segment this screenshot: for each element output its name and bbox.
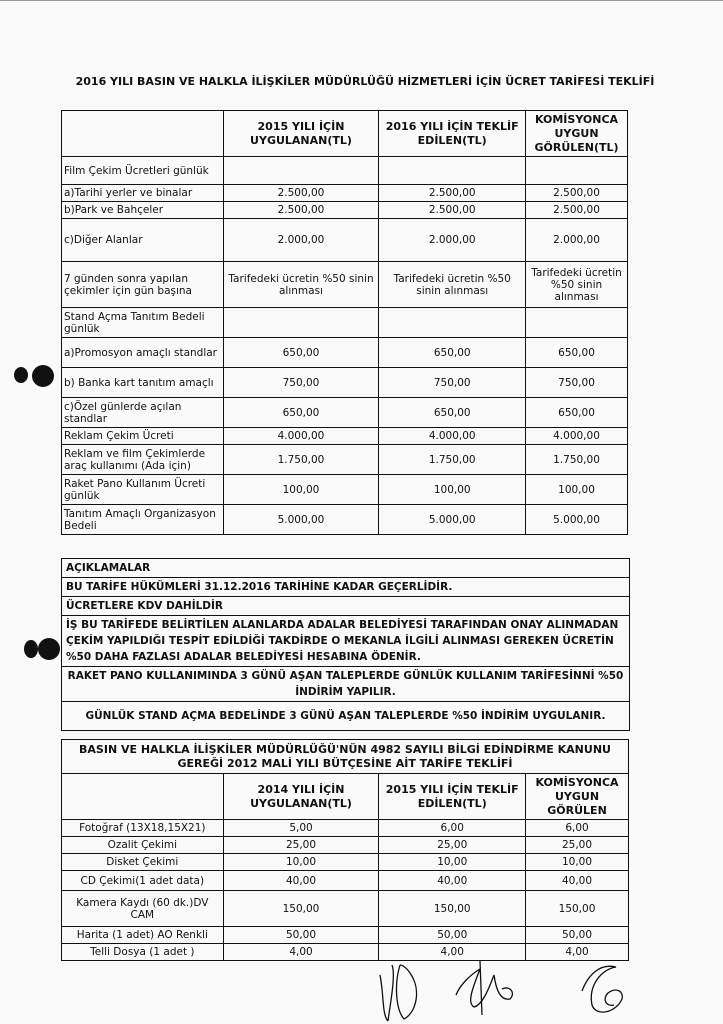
cell: 750,00 [379, 368, 526, 398]
cell: 2.500,00 [379, 185, 526, 202]
cell: 4.000,00 [223, 428, 379, 445]
note-vat: ÜCRETLERE KDV DAHİLDİR [62, 597, 629, 616]
row-label: Raket Pano Kullanım Ücreti günlük [62, 475, 224, 505]
row-label: c)Özel günlerde açılan standlar [62, 398, 224, 428]
cell: 25,00 [379, 837, 526, 854]
table-row [62, 891, 629, 927]
cell: 150,00 [379, 891, 526, 927]
cell: 100,00 [379, 475, 526, 505]
table-row [62, 475, 628, 505]
note-stand-discount: GÜNLÜK STAND AÇMA BEDELİNDE 3 GÜNÜ AŞAN TALEPLERDE %50 İNDİRİM UYGULANIR. [85, 710, 606, 722]
cell: 4,00 [379, 944, 526, 961]
cell: 650,00 [526, 338, 628, 368]
scan-edge [0, 0, 723, 1]
cell: 150,00 [223, 891, 379, 927]
document-title: 2016 YILI BASIN VE HALKLA İLİŞKİLER MÜDÜRLÜĞÜ HİZMETLERİ İÇİN ÜCRET TARİFESİ TEKLİFİ [75, 75, 655, 88]
row-label: b)Park ve Bahçeler [62, 202, 224, 219]
cell [379, 308, 526, 338]
header-cell: KOMİSYONCA UYGUN GÖRÜLEN [526, 774, 629, 820]
cell: 25,00 [526, 837, 629, 854]
cell: 2.000,00 [526, 219, 628, 262]
header-cell [62, 774, 224, 820]
cell: 5.000,00 [379, 505, 526, 535]
row-label: b) Banka kart tanıtım amaçlı [62, 368, 224, 398]
header-cell: 2015 YILI İÇİN TEKLİF EDİLEN(TL) [379, 774, 526, 820]
row-label: Ozalit Çekimi [62, 837, 224, 854]
cell [379, 157, 526, 185]
row-label: Harita (1 adet) AO Renkli [62, 927, 224, 944]
cell: 4.000,00 [526, 428, 628, 445]
row-label: a)Tarihi yerler ve binalar [62, 185, 224, 202]
cell: Tarifedeki ücretin %50 sinin alınması [379, 262, 526, 308]
cell: 40,00 [223, 871, 379, 891]
punch-hole-mark [24, 640, 38, 658]
header-cell: 2015 YILI İÇİN UYGULANAN(TL) [223, 111, 379, 157]
table-row [62, 820, 629, 837]
row-label: 7 günden sonra yapılan çekimler için gün başına [62, 262, 224, 308]
cell: 650,00 [379, 338, 526, 368]
table-row [62, 262, 628, 308]
cell: 5.000,00 [526, 505, 628, 535]
punch-hole-mark [14, 367, 28, 383]
cell: 5.000,00 [223, 505, 379, 535]
cell: 5,00 [223, 820, 379, 837]
table-row [62, 338, 628, 368]
cell: 2.000,00 [223, 219, 379, 262]
cell: 1.750,00 [379, 445, 526, 475]
row-label: Tanıtım Amaçlı Organizasyon Bedeli [62, 505, 224, 535]
cell: 2.500,00 [379, 202, 526, 219]
cell [526, 308, 628, 338]
explanations-box [61, 558, 630, 731]
table-row [62, 202, 628, 219]
cell: Tarifedeki ücretin %50 sinin alınması [223, 262, 379, 308]
note-racket-board: RAKET PANO KULLANIMINDA 3 GÜNÜ AŞAN TALEPLERDE GÜNLÜK KULLANIM TARİFESİNNİ %50 İNDİRİM YAPILIR. [62, 667, 629, 702]
table-row [62, 308, 628, 338]
cell: 6,00 [379, 820, 526, 837]
table-row [62, 157, 628, 185]
cell: 50,00 [379, 927, 526, 944]
cell: 10,00 [526, 854, 629, 871]
header-cell: 2016 YILI İÇİN TEKLİF EDİLEN(TL) [379, 111, 526, 157]
cell: 100,00 [526, 475, 628, 505]
row-label: Reklam Çekim Ücreti [62, 428, 224, 445]
cell [526, 157, 628, 185]
row-label: Disket Çekimi [62, 854, 224, 871]
row-label: Film Çekim Ücretleri günlük [62, 157, 224, 185]
row-label: Stand Açma Tanıtım Bedeli günlük [62, 308, 224, 338]
cell: 4.000,00 [379, 428, 526, 445]
cell: 25,00 [223, 837, 379, 854]
table-row [62, 445, 628, 475]
row-label: Kamera Kaydı (60 dk.)DV CAM [62, 891, 224, 927]
header-cell [62, 111, 224, 157]
table-row [62, 927, 629, 944]
row-label: c)Diğer Alanlar [62, 219, 224, 262]
cell: 50,00 [526, 927, 629, 944]
cell: 650,00 [526, 398, 628, 428]
cell: 2.500,00 [526, 202, 628, 219]
row-label: a)Promosyon amaçlı standlar [62, 338, 224, 368]
row-label: Reklam ve film Çekimlerde araç kullanımı (Ada için) [62, 445, 224, 475]
explanations-heading: AÇIKLAMALAR [62, 559, 629, 578]
cell: 40,00 [526, 871, 629, 891]
cell [223, 157, 379, 185]
table-row [62, 837, 629, 854]
cell: 1.750,00 [526, 445, 628, 475]
table-row [62, 398, 628, 428]
row-label: Telli Dosya (1 adet ) [62, 944, 224, 961]
punch-hole-mark [32, 365, 54, 387]
cell: 2.500,00 [223, 185, 379, 202]
cell: 650,00 [223, 398, 379, 428]
table-row [62, 505, 628, 535]
cell: 10,00 [379, 854, 526, 871]
table-row [62, 368, 628, 398]
table-row [62, 854, 629, 871]
header-cell: 2014 YILI İÇİN UYGULANAN(TL) [223, 774, 379, 820]
tariff-table-2016 [61, 110, 628, 535]
table-header-row [62, 111, 628, 157]
cell: 2.500,00 [526, 185, 628, 202]
punch-hole-mark [38, 638, 60, 660]
cell: 650,00 [223, 338, 379, 368]
note-validity: BU TARİFE HÜKÜMLERİ 31.12.2016 TARİHİNE KADAR GEÇERLİDİR. [62, 578, 629, 597]
cell: 750,00 [223, 368, 379, 398]
table-header-row [62, 774, 629, 820]
cell: 650,00 [379, 398, 526, 428]
signatures [370, 955, 650, 1024]
cell: 4,00 [223, 944, 379, 961]
tariff-table-info-law [61, 739, 629, 961]
cell: 40,00 [379, 871, 526, 891]
row-label: Fotoğraf (13X18,15X21) [62, 820, 224, 837]
cell: 6,00 [526, 820, 629, 837]
header-cell: KOMİSYONCA UYGUN GÖRÜLEN(TL) [526, 111, 628, 157]
cell: Tarifedeki ücretin %50 sinin alınması [526, 262, 628, 308]
table-row [62, 428, 628, 445]
cell: 2.500,00 [223, 202, 379, 219]
cell: 150,00 [526, 891, 629, 927]
cell: 1.750,00 [223, 445, 379, 475]
table-title: BASIN VE HALKLA İLİŞKİLER MÜDÜRLÜĞÜ'NÜN 4982 SAYILI BİLGİ EDİNDİRME KANUNU GEREĞİ 2012 MALİ YILI BÜTÇESİNE AİT TARİFE TEKLİFİ [62, 740, 629, 774]
cell: 50,00 [223, 927, 379, 944]
table-row [62, 219, 628, 262]
table-title-row [62, 740, 629, 774]
cell: 4,00 [526, 944, 629, 961]
cell: 100,00 [223, 475, 379, 505]
cell: 10,00 [223, 854, 379, 871]
cell: 750,00 [526, 368, 628, 398]
row-label: CD Çekimi(1 adet data) [62, 871, 224, 891]
table-row [62, 871, 629, 891]
cell: 2.000,00 [379, 219, 526, 262]
note-penalty: İŞ BU TARİFEDE BELİRTİLEN ALANLARDA ADALAR BELEDİYESİ TARAFINDAN ONAY ALINMADAN ÇEKİM YAPILDIĞI TESPİT EDİLDİĞİ TAKDİRDE O MEKANLA İLGİLİ ALINMASI GEREKEN ÜCRETİN %50 DAHA FAZLASI ADALAR BELEDİYESİ HESABINA ÖDENİR. [62, 616, 629, 667]
table-row [62, 185, 628, 202]
cell [223, 308, 379, 338]
